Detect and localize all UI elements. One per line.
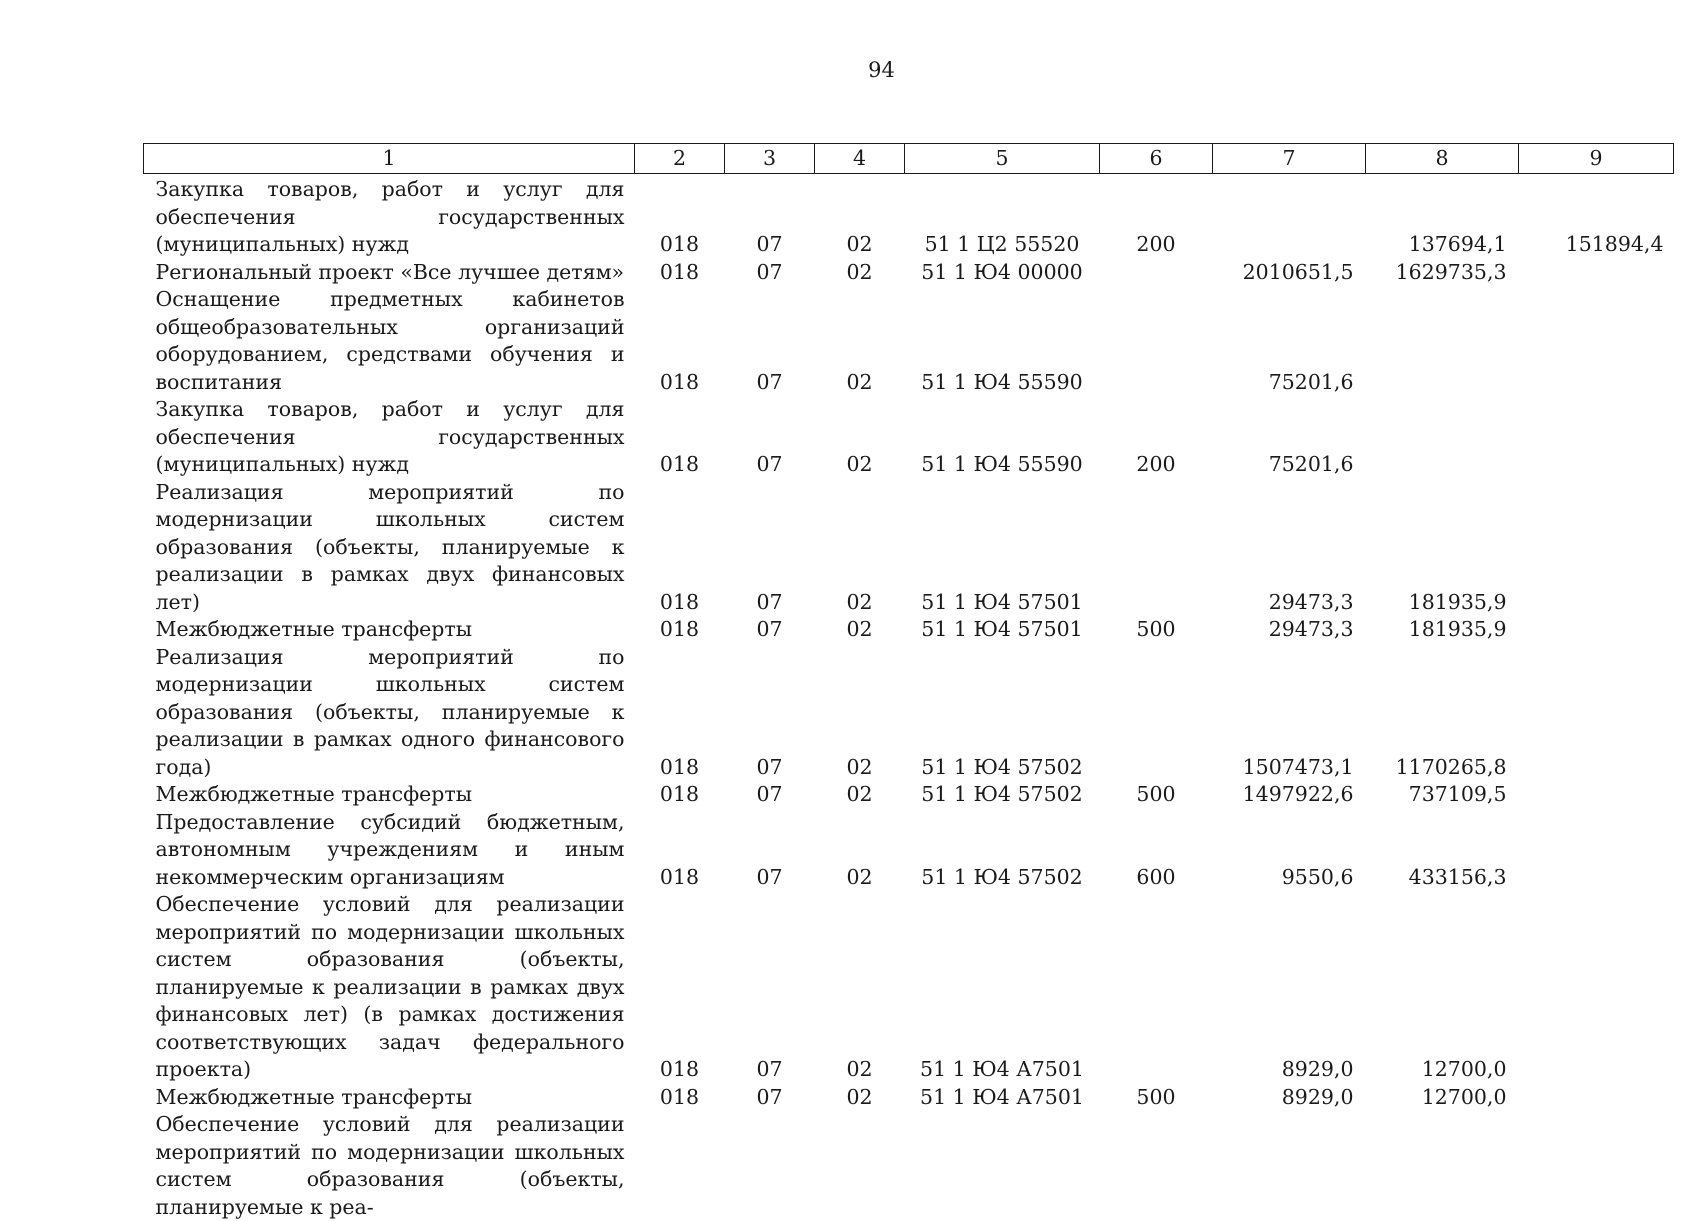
target-item-code: 51 1 Ю4 57502: [905, 809, 1100, 892]
amount-col-9: [1519, 891, 1674, 1084]
item-name: Оснащение предметных кабинетов общеобразовательных организаций оборудованием, средствами обучения и воспитания: [144, 286, 635, 396]
expense-type-code: [1100, 479, 1213, 617]
amount-col-9: [1519, 479, 1674, 617]
amount-col-8: 181935,9: [1366, 616, 1519, 644]
amount-col-8: 433156,3: [1366, 809, 1519, 892]
section-code: 07: [725, 891, 815, 1084]
target-item-code: 51 1 Ю4 57501: [905, 479, 1100, 617]
section-code: 07: [725, 174, 815, 259]
table-row: [144, 644, 1674, 782]
amount-col-9: [1519, 286, 1674, 396]
header-cell-3: 3: [725, 144, 815, 174]
amount-col-9: [1519, 259, 1674, 287]
table-row: [144, 781, 1674, 809]
item-name: Закупка товаров, работ и услуг для обеспечения государственных (муниципальных) нужд: [144, 174, 635, 259]
item-name: Реализация мероприятий по модернизации школьных систем образования (объекты, планируемые к реализации в рамках одного финансового года): [144, 644, 635, 782]
subsection-code: 02: [815, 644, 905, 782]
target-item-code: 51 1 Ю4 57501: [905, 616, 1100, 644]
amount-col-8: 181935,9: [1366, 479, 1519, 617]
expense-type-code: [1100, 1111, 1213, 1221]
section-code: 07: [725, 396, 815, 479]
section-code: 07: [725, 259, 815, 287]
amount-col-7: 1507473,1: [1213, 644, 1366, 782]
amount-col-8: 137694,1: [1366, 174, 1519, 259]
target-item-code: 51 1 Ю4 55590: [905, 286, 1100, 396]
item-name: Межбюджетные трансферты: [144, 616, 635, 644]
admin-code: [635, 1111, 725, 1221]
target-item-code: [905, 1111, 1100, 1221]
subsection-code: 02: [815, 174, 905, 259]
amount-col-7: 75201,6: [1213, 286, 1366, 396]
amount-col-7: 75201,6: [1213, 396, 1366, 479]
admin-code: 018: [635, 616, 725, 644]
expense-type-code: 500: [1100, 781, 1213, 809]
expense-type-code: 500: [1100, 616, 1213, 644]
table-row: [144, 259, 1674, 287]
admin-code: 018: [635, 891, 725, 1084]
budget-table: [143, 143, 1674, 1221]
amount-col-8: 1629735,3: [1366, 259, 1519, 287]
amount-col-8: 737109,5: [1366, 781, 1519, 809]
table-body: [144, 174, 1674, 1221]
admin-code: 018: [635, 259, 725, 287]
amount-col-9: [1519, 1111, 1674, 1221]
amount-col-9: [1519, 1084, 1674, 1112]
amount-col-7: 8929,0: [1213, 1084, 1366, 1112]
expense-type-code: 200: [1100, 174, 1213, 259]
target-item-code: 51 1 Ю4 А7501: [905, 1084, 1100, 1112]
header-cell-6: 6: [1100, 144, 1213, 174]
amount-col-9: [1519, 781, 1674, 809]
expense-type-code: 500: [1100, 1084, 1213, 1112]
table-row: [144, 616, 1674, 644]
table-row: [144, 891, 1674, 1084]
target-item-code: 51 1 Ю4 00000: [905, 259, 1100, 287]
admin-code: 018: [635, 396, 725, 479]
section-code: 07: [725, 1084, 815, 1112]
section-code: [725, 1111, 815, 1221]
item-name: Реализация мероприятий по модернизации школьных систем образования (объекты, планируемые к реализации в рамках двух финансовых лет): [144, 479, 635, 617]
table-row: [144, 396, 1674, 479]
table-row: [144, 1111, 1674, 1221]
header-cell-9: 9: [1519, 144, 1674, 174]
section-code: 07: [725, 644, 815, 782]
header-cell-5: 5: [905, 144, 1100, 174]
expense-type-code: [1100, 259, 1213, 287]
target-item-code: 51 1 Ю4 57502: [905, 781, 1100, 809]
amount-col-8: [1366, 1111, 1519, 1221]
section-code: 07: [725, 286, 815, 396]
item-name: Обеспечение условий для реализации мероприятий по модернизации школьных систем образования (объекты, планируемые к реа-: [144, 1111, 635, 1221]
item-name: Предоставление субсидий бюджетным, автономным учреждениям и иным некоммерческим организациям: [144, 809, 635, 892]
section-code: 07: [725, 781, 815, 809]
amount-col-9: [1519, 616, 1674, 644]
amount-col-7: 2010651,5: [1213, 259, 1366, 287]
admin-code: 018: [635, 479, 725, 617]
subsection-code: 02: [815, 396, 905, 479]
amount-col-9: [1519, 644, 1674, 782]
subsection-code: 02: [815, 809, 905, 892]
target-item-code: 51 1 Ю4 55590: [905, 396, 1100, 479]
subsection-code: 02: [815, 286, 905, 396]
amount-col-8: 12700,0: [1366, 1084, 1519, 1112]
subsection-code: [815, 1111, 905, 1221]
table-row: [144, 174, 1674, 259]
page-number: 94: [0, 58, 1697, 82]
amount-col-9: [1519, 809, 1674, 892]
subsection-code: 02: [815, 781, 905, 809]
subsection-code: 02: [815, 259, 905, 287]
amount-col-7: 29473,3: [1213, 616, 1366, 644]
expense-type-code: [1100, 286, 1213, 396]
amount-col-7: 9550,6: [1213, 809, 1366, 892]
table-row: [144, 809, 1674, 892]
amount-col-9: [1519, 396, 1674, 479]
header-cell-8: 8: [1366, 144, 1519, 174]
target-item-code: 51 1 Ю4 А7501: [905, 891, 1100, 1084]
item-name: Закупка товаров, работ и услуг для обеспечения государственных (муниципальных) нужд: [144, 396, 635, 479]
item-name: Обеспечение условий для реализации мероприятий по модернизации школьных систем образования (объекты, планируемые к реализации в рамках двух финансовых лет) (в рамках достижения соответствующих задач федерального проекта): [144, 891, 635, 1084]
subsection-code: 02: [815, 891, 905, 1084]
section-code: 07: [725, 616, 815, 644]
header-cell-4: 4: [815, 144, 905, 174]
target-item-code: 51 1 Ю4 57502: [905, 644, 1100, 782]
subsection-code: 02: [815, 479, 905, 617]
amount-col-7: 1497922,6: [1213, 781, 1366, 809]
admin-code: 018: [635, 781, 725, 809]
amount-col-7: [1213, 174, 1366, 259]
table-row: [144, 286, 1674, 396]
amount-col-7: 8929,0: [1213, 891, 1366, 1084]
table-row: [144, 479, 1674, 617]
admin-code: 018: [635, 644, 725, 782]
table-row: [144, 1084, 1674, 1112]
expense-type-code: [1100, 891, 1213, 1084]
section-code: 07: [725, 809, 815, 892]
expense-type-code: 200: [1100, 396, 1213, 479]
amount-col-7: 29473,3: [1213, 479, 1366, 617]
amount-col-7: [1213, 1111, 1366, 1221]
header-cell-7: 7: [1213, 144, 1366, 174]
item-name: Региональный проект «Все лучшее детям»: [144, 259, 635, 287]
expense-type-code: [1100, 644, 1213, 782]
admin-code: 018: [635, 809, 725, 892]
amount-col-8: 1170265,8: [1366, 644, 1519, 782]
amount-col-8: [1366, 286, 1519, 396]
section-code: 07: [725, 479, 815, 617]
subsection-code: 02: [815, 616, 905, 644]
amount-col-8: 12700,0: [1366, 891, 1519, 1084]
item-name: Межбюджетные трансферты: [144, 1084, 635, 1112]
admin-code: 018: [635, 1084, 725, 1112]
item-name: Межбюджетные трансферты: [144, 781, 635, 809]
subsection-code: 02: [815, 1084, 905, 1112]
admin-code: 018: [635, 286, 725, 396]
expense-type-code: 600: [1100, 809, 1213, 892]
amount-col-9: 151894,4: [1519, 174, 1674, 259]
admin-code: 018: [635, 174, 725, 259]
amount-col-8: [1366, 396, 1519, 479]
header-cell-1: 1: [144, 144, 635, 174]
target-item-code: 51 1 Ц2 55520: [905, 174, 1100, 259]
header-cell-2: 2: [635, 144, 725, 174]
header-row: [144, 144, 1674, 174]
